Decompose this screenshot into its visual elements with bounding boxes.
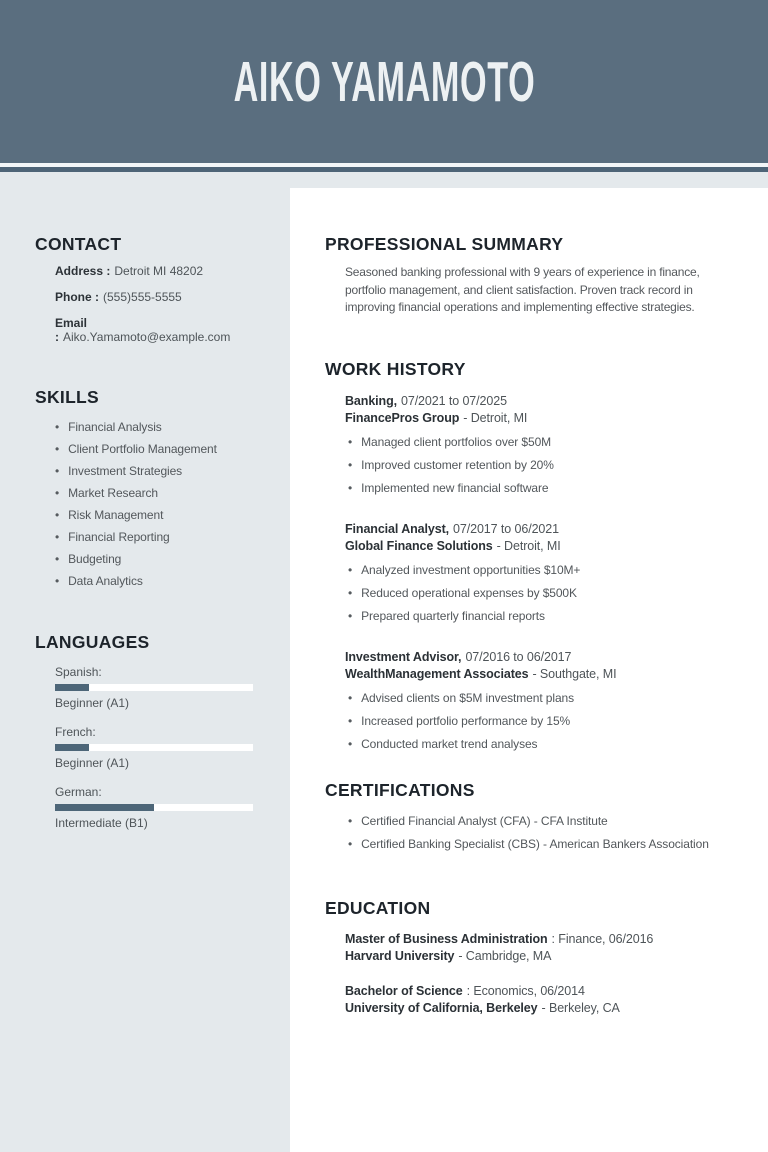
job-bullet [348, 587, 740, 600]
summary-text: Seasoned banking professional with 9 years of experience in finance, portfolio management, and client satisfaction. Proven track record in improving financial operations and implementing effective strategies. [345, 265, 700, 314]
bullet-icon: • [55, 574, 60, 588]
skill-item [55, 443, 260, 456]
skill-label: Investment Strategies [68, 464, 183, 478]
skill-item [55, 531, 260, 544]
skill-item [55, 465, 260, 478]
bullet-icon: • [348, 608, 353, 623]
contact-value: (555)555-5555 [103, 290, 182, 304]
bullet-icon: • [55, 552, 60, 566]
job-bullet-text: Conducted market trend analyses [361, 736, 538, 751]
header-banner [0, 0, 768, 163]
job-dates: 07/2017 to 06/2021 [453, 521, 559, 536]
job-title-line [345, 649, 740, 666]
degree-name: Bachelor of Science [345, 983, 463, 998]
job-location: - Detroit, MI [496, 538, 561, 553]
bullet-icon: • [348, 690, 353, 705]
job-company-line [345, 666, 740, 683]
contact-section-title: CONTACT [35, 234, 122, 254]
bullet-icon: • [348, 813, 353, 828]
job-bullet [348, 738, 740, 751]
work-section-title: WORK HISTORY [325, 358, 466, 379]
skill-label: Client Portfolio Management [68, 442, 217, 456]
bullet-icon: • [55, 486, 60, 500]
language-level: Beginner (A1) [55, 756, 130, 770]
job-entry [345, 393, 740, 495]
job-location: - Southgate, MI [532, 666, 617, 681]
language-level: Beginner (A1) [55, 696, 130, 710]
certification-item [348, 815, 740, 828]
job-location: - Detroit, MI [463, 410, 528, 425]
job-bullet-list [348, 564, 740, 623]
job-company-line [345, 538, 740, 555]
language-name: German: [55, 785, 102, 799]
certification-text: Certified Banking Specialist (CBS) - American Bankers Association [361, 836, 709, 851]
school-location: - Berkeley, CA [541, 1000, 620, 1015]
education-entry [345, 931, 740, 965]
job-company: FinancePros Group [345, 410, 460, 425]
job-bullet [348, 610, 740, 623]
bullet-icon: • [55, 420, 60, 434]
contact-row-address [55, 264, 260, 278]
skill-label: Budgeting [68, 552, 122, 566]
job-company: WealthManagement Associates [345, 666, 529, 681]
contact-value: Aiko.Yamamoto@example.com [63, 330, 231, 344]
skill-item [55, 421, 260, 434]
bullet-icon: • [348, 480, 353, 495]
skills-list [55, 421, 260, 588]
certifications-section-title: CERTIFICATIONS [325, 779, 475, 800]
school-name: Harvard University [345, 948, 455, 963]
job-role: Financial Analyst, [345, 521, 450, 536]
bullet-icon: • [348, 585, 353, 600]
language-progress-track [55, 804, 253, 811]
contact-label: Phone : [55, 290, 99, 304]
bullet-icon: • [348, 736, 353, 751]
degree-detail: : Finance, 06/2016 [551, 931, 654, 946]
job-bullet [348, 564, 740, 577]
contact-list [55, 264, 260, 344]
bullet-icon: • [348, 562, 353, 577]
job-bullet-text: Analyzed investment opportunities $10M+ [361, 562, 581, 577]
bullet-icon: • [55, 508, 60, 522]
languages-section-title: LANGUAGES [35, 632, 150, 652]
language-progress-fill [55, 684, 89, 691]
bullet-icon: • [55, 442, 60, 456]
skill-label: Market Research [68, 486, 158, 500]
bullet-icon: • [55, 464, 60, 478]
degree-detail: : Economics, 06/2014 [466, 983, 585, 998]
job-bullet-text: Increased portfolio performance by 15% [361, 713, 571, 728]
languages-list [55, 665, 260, 830]
sidebar [0, 172, 290, 1152]
school-name: University of California, Berkeley [345, 1000, 538, 1015]
contact-label: Email : [55, 316, 88, 344]
skill-item [55, 509, 260, 522]
job-dates: 07/2021 to 07/2025 [400, 393, 507, 408]
skill-item [55, 575, 260, 588]
degree-name: Master of Business Administration [345, 931, 548, 946]
language-level: Intermediate (B1) [55, 816, 148, 830]
job-title-line [345, 521, 740, 538]
skill-label: Financial Analysis [68, 420, 162, 434]
school-location: - Cambridge, MA [458, 948, 552, 963]
bullet-icon: • [348, 434, 353, 449]
language-item [55, 665, 260, 710]
job-company: Global Finance Solutions [345, 538, 493, 553]
skill-label: Financial Reporting [68, 530, 170, 544]
job-bullet-text: Implemented new financial software [361, 480, 549, 495]
job-bullet-list [348, 436, 740, 495]
certification-item [348, 838, 740, 851]
education-section-title: EDUCATION [325, 897, 431, 918]
skill-item [55, 487, 260, 500]
job-role: Investment Advisor, [345, 649, 462, 664]
job-bullet [348, 459, 740, 472]
language-progress-track [55, 744, 253, 751]
contact-label: Address : [55, 264, 111, 278]
summary-section-title: PROFESSIONAL SUMMARY [325, 234, 564, 254]
skill-label: Data Analytics [68, 574, 143, 588]
job-bullet-text: Prepared quarterly financial reports [361, 608, 545, 623]
skills-section-title: SKILLS [35, 387, 100, 407]
bullet-icon: • [348, 457, 353, 472]
job-dates: 07/2016 to 06/2017 [465, 649, 572, 664]
job-bullet [348, 436, 740, 449]
education-degree-line [345, 983, 740, 1000]
job-bullet [348, 715, 740, 728]
job-bullet-text: Managed client portfolios over $50M [361, 434, 552, 449]
job-bullet-list [348, 692, 740, 751]
language-progress-fill [55, 804, 154, 811]
bullet-icon: • [348, 713, 353, 728]
job-bullet [348, 482, 740, 495]
job-entry [345, 649, 740, 751]
job-title-line [345, 393, 740, 410]
job-role: Banking, [345, 393, 397, 408]
education-school-line [345, 1000, 740, 1017]
main-content [290, 188, 768, 1152]
job-bullet-text: Advised clients on $5M investment plans [361, 690, 574, 705]
education-degree-line [345, 931, 740, 948]
contact-row-email [55, 316, 260, 344]
skill-label: Risk Management [68, 508, 164, 522]
job-bullet [348, 692, 740, 705]
language-progress-fill [55, 744, 89, 751]
contact-row-phone [55, 290, 260, 304]
certification-list [348, 815, 740, 851]
contact-value: Detroit MI 48202 [114, 264, 204, 278]
bullet-icon: • [348, 836, 353, 851]
language-item [55, 785, 260, 830]
certification-text: Certified Financial Analyst (CFA) - CFA Institute [361, 813, 608, 828]
education-school-line [345, 948, 740, 965]
job-bullet-text: Improved customer retention by 20% [361, 457, 554, 472]
language-progress-track [55, 684, 253, 691]
skill-item [55, 553, 260, 566]
language-item [55, 725, 260, 770]
language-name: French: [55, 725, 96, 739]
language-name: Spanish: [55, 665, 102, 679]
person-name: AIKO YAMAMOTO [233, 49, 535, 114]
resume-body [0, 172, 768, 1152]
job-entry [345, 521, 740, 623]
job-company-line [345, 410, 740, 427]
job-bullet-text: Reduced operational expenses by $500K [361, 585, 577, 600]
bullet-icon: • [55, 530, 60, 544]
education-entry [345, 983, 740, 1017]
